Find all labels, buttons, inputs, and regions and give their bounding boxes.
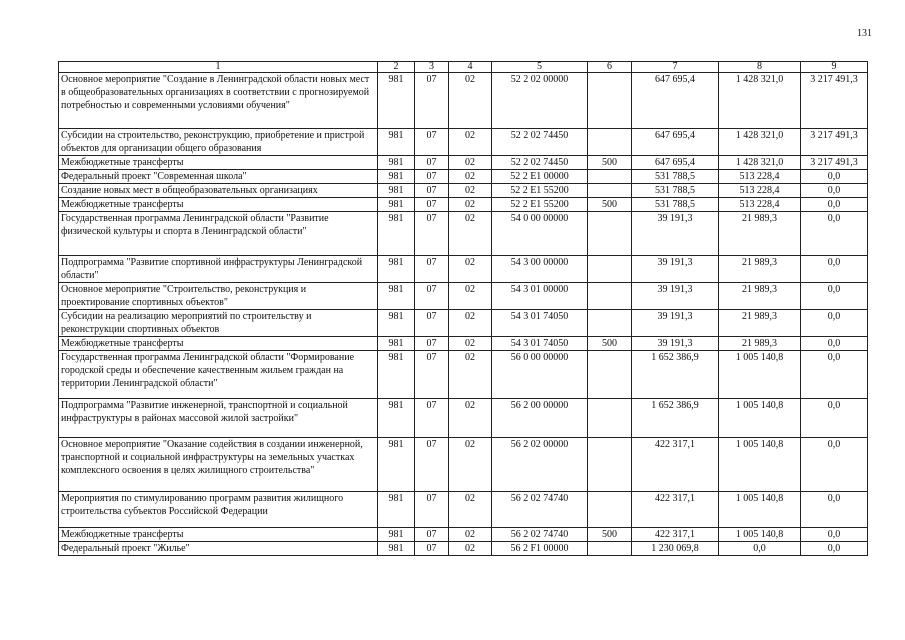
table-cell: 1 428 321,0 xyxy=(719,73,801,129)
table-cell: 0,0 xyxy=(801,256,868,283)
table-cell xyxy=(588,310,632,337)
column-header: 9 xyxy=(801,62,868,73)
table-cell: 0,0 xyxy=(801,198,868,212)
table-cell: 21 989,3 xyxy=(719,337,801,351)
table-cell: 981 xyxy=(378,310,415,337)
table-cell: 981 xyxy=(378,198,415,212)
table-row xyxy=(59,310,868,337)
table-cell: 07 xyxy=(415,256,449,283)
column-header: 4 xyxy=(449,62,492,73)
table-row xyxy=(59,256,868,283)
table-cell: 0,0 xyxy=(801,337,868,351)
table-cell: 981 xyxy=(378,156,415,170)
table-cell: 0,0 xyxy=(801,399,868,438)
table-cell xyxy=(588,542,632,556)
table-cell: 02 xyxy=(449,310,492,337)
table-cell: 981 xyxy=(378,184,415,198)
column-header: 7 xyxy=(632,62,719,73)
table-cell: 1 428 321,0 xyxy=(719,156,801,170)
table-cell: 1 005 140,8 xyxy=(719,492,801,528)
table-cell: 39 191,3 xyxy=(632,283,719,310)
table-cell xyxy=(588,438,632,492)
table-cell: 21 989,3 xyxy=(719,310,801,337)
table-cell: 981 xyxy=(378,283,415,310)
column-header: 3 xyxy=(415,62,449,73)
table-cell: 500 xyxy=(588,156,632,170)
table-cell: 07 xyxy=(415,492,449,528)
table-cell: 02 xyxy=(449,184,492,198)
row-name-cell: Государственная программа Ленинградской области "Развитие физической культуры и спорта в Ленинградской области" xyxy=(59,212,378,256)
table-cell: 07 xyxy=(415,73,449,129)
table-cell: 07 xyxy=(415,170,449,184)
table-cell: 52 2 02 00000 xyxy=(492,73,588,129)
table-cell: 39 191,3 xyxy=(632,256,719,283)
row-name-cell: Федеральный проект "Жилье" xyxy=(59,542,378,556)
table-cell xyxy=(588,212,632,256)
table-row xyxy=(59,492,868,528)
table-row xyxy=(59,184,868,198)
table-cell: 981 xyxy=(378,73,415,129)
table-cell: 02 xyxy=(449,198,492,212)
table-cell: 3 217 491,3 xyxy=(801,156,868,170)
table-cell xyxy=(588,73,632,129)
table-cell: 981 xyxy=(378,256,415,283)
table-cell: 500 xyxy=(588,198,632,212)
table-cell: 39 191,3 xyxy=(632,310,719,337)
table-row xyxy=(59,156,868,170)
table-cell: 647 695,4 xyxy=(632,73,719,129)
row-name-cell: Федеральный проект "Современная школа" xyxy=(59,170,378,184)
table-cell: 0,0 xyxy=(801,283,868,310)
table-cell: 02 xyxy=(449,129,492,156)
table-row xyxy=(59,212,868,256)
table-row xyxy=(59,542,868,556)
table-cell: 56 2 F1 00000 xyxy=(492,542,588,556)
table-cell: 56 2 00 00000 xyxy=(492,399,588,438)
row-name-cell: Основное мероприятие "Оказание содействия в создании инженерной, транспортной и социальной инфраструктуры на земельных участках комплексного освоения в целях жилищного строительства" xyxy=(59,438,378,492)
table-row xyxy=(59,129,868,156)
table-cell: 52 2 E1 00000 xyxy=(492,170,588,184)
table-cell: 531 788,5 xyxy=(632,184,719,198)
table-cell: 07 xyxy=(415,283,449,310)
table-cell: 513 228,4 xyxy=(719,170,801,184)
table-cell: 3 217 491,3 xyxy=(801,129,868,156)
table-cell: 56 2 02 74740 xyxy=(492,528,588,542)
table-cell: 0,0 xyxy=(801,184,868,198)
row-name-cell: Межбюджетные трансферты xyxy=(59,528,378,542)
table-cell: 981 xyxy=(378,337,415,351)
table-cell: 07 xyxy=(415,310,449,337)
table-cell: 52 2 02 74450 xyxy=(492,129,588,156)
table-cell: 500 xyxy=(588,528,632,542)
row-name-cell: Подпрограмма "Развитие инженерной, транспортной и социальной инфраструктуры в районах массовой жилой застройки" xyxy=(59,399,378,438)
column-header: 6 xyxy=(588,62,632,73)
table-row xyxy=(59,351,868,399)
row-name-cell: Основное мероприятие "Создание в Ленинградской области новых мест в общеобразовательных организациях в соответствии с прогнозируемой потребностью и современными условиями обучения" xyxy=(59,73,378,129)
table-cell: 07 xyxy=(415,438,449,492)
table-cell: 21 989,3 xyxy=(719,256,801,283)
table-cell: 500 xyxy=(588,337,632,351)
table-cell: 07 xyxy=(415,351,449,399)
table-cell: 422 317,1 xyxy=(632,528,719,542)
table-cell: 647 695,4 xyxy=(632,156,719,170)
table-cell: 422 317,1 xyxy=(632,492,719,528)
table-cell: 02 xyxy=(449,528,492,542)
table-cell: 07 xyxy=(415,542,449,556)
table-cell: 0,0 xyxy=(801,438,868,492)
column-header: 1 xyxy=(59,62,378,73)
table-row xyxy=(59,170,868,184)
table-row xyxy=(59,73,868,129)
column-header: 8 xyxy=(719,62,801,73)
table-cell: 981 xyxy=(378,438,415,492)
table-cell: 513 228,4 xyxy=(719,184,801,198)
table-cell: 981 xyxy=(378,492,415,528)
page-number: 131 xyxy=(857,28,872,39)
row-name-cell: Создание новых мест в общеобразовательных организациях xyxy=(59,184,378,198)
table-cell: 0,0 xyxy=(801,351,868,399)
column-header: 5 xyxy=(492,62,588,73)
column-header: 2 xyxy=(378,62,415,73)
table-cell: 02 xyxy=(449,399,492,438)
table-cell: 02 xyxy=(449,438,492,492)
table-cell xyxy=(588,492,632,528)
table-cell xyxy=(588,351,632,399)
table-row xyxy=(59,337,868,351)
table-cell: 07 xyxy=(415,337,449,351)
row-name-cell: Субсидии на строительство, реконструкцию, приобретение и пристрой объектов для организации общего образования xyxy=(59,129,378,156)
table-cell: 422 317,1 xyxy=(632,438,719,492)
table-cell: 56 0 00 00000 xyxy=(492,351,588,399)
table-cell: 02 xyxy=(449,73,492,129)
table-cell: 02 xyxy=(449,256,492,283)
table-cell: 1 652 386,9 xyxy=(632,399,719,438)
table-cell: 07 xyxy=(415,156,449,170)
table-cell: 02 xyxy=(449,542,492,556)
table-row xyxy=(59,283,868,310)
table-cell: 54 0 00 00000 xyxy=(492,212,588,256)
table-cell: 981 xyxy=(378,170,415,184)
table-cell: 21 989,3 xyxy=(719,283,801,310)
table-cell: 52 2 02 74450 xyxy=(492,156,588,170)
row-name-cell: Основное мероприятие "Строительство, реконструкция и проектирование спортивных объектов" xyxy=(59,283,378,310)
row-name-cell: Мероприятия по стимулированию программ развития жилищного строительства субъектов Российской Федерации xyxy=(59,492,378,528)
table-cell: 981 xyxy=(378,129,415,156)
table-cell: 07 xyxy=(415,399,449,438)
table-cell: 02 xyxy=(449,492,492,528)
table-cell: 39 191,3 xyxy=(632,337,719,351)
table-cell: 981 xyxy=(378,542,415,556)
table-cell: 39 191,3 xyxy=(632,212,719,256)
table-cell xyxy=(588,170,632,184)
table-cell xyxy=(588,184,632,198)
table-row xyxy=(59,198,868,212)
table-cell: 1 652 386,9 xyxy=(632,351,719,399)
table-cell: 02 xyxy=(449,170,492,184)
header-row xyxy=(59,62,868,73)
table-cell: 07 xyxy=(415,198,449,212)
table-cell: 54 3 01 74050 xyxy=(492,310,588,337)
table-cell: 07 xyxy=(415,528,449,542)
table-row xyxy=(59,528,868,542)
table-cell: 1 230 069,8 xyxy=(632,542,719,556)
table-cell: 981 xyxy=(378,528,415,542)
table-cell: 0,0 xyxy=(801,212,868,256)
table-cell xyxy=(588,129,632,156)
table-cell: 0,0 xyxy=(801,492,868,528)
table-cell: 56 2 02 74740 xyxy=(492,492,588,528)
table-cell: 02 xyxy=(449,156,492,170)
row-name-cell: Государственная программа Ленинградской области "Формирование городской среды и обеспечение качественным жильем граждан на территории Ленинградской области" xyxy=(59,351,378,399)
table-cell: 54 3 01 74050 xyxy=(492,337,588,351)
table-cell: 531 788,5 xyxy=(632,170,719,184)
table-cell: 02 xyxy=(449,212,492,256)
table-cell: 1 005 140,8 xyxy=(719,528,801,542)
table-cell: 21 989,3 xyxy=(719,212,801,256)
table-cell: 07 xyxy=(415,212,449,256)
table-cell: 1 005 140,8 xyxy=(719,438,801,492)
table-row xyxy=(59,399,868,438)
table-cell: 0,0 xyxy=(801,542,868,556)
table-cell: 02 xyxy=(449,283,492,310)
table-cell: 513 228,4 xyxy=(719,198,801,212)
table-cell: 0,0 xyxy=(801,310,868,337)
table-cell xyxy=(588,256,632,283)
table-cell: 647 695,4 xyxy=(632,129,719,156)
table-cell xyxy=(588,399,632,438)
row-name-cell: Межбюджетные трансферты xyxy=(59,198,378,212)
table-cell: 54 3 01 00000 xyxy=(492,283,588,310)
table-cell: 07 xyxy=(415,184,449,198)
table-cell: 981 xyxy=(378,399,415,438)
table-cell: 54 3 00 00000 xyxy=(492,256,588,283)
table-cell: 981 xyxy=(378,212,415,256)
table-cell: 02 xyxy=(449,351,492,399)
table-row xyxy=(59,438,868,492)
table-cell xyxy=(588,283,632,310)
row-name-cell: Межбюджетные трансферты xyxy=(59,156,378,170)
row-name-cell: Субсидии на реализацию мероприятий по строительству и реконструкции спортивных объектов xyxy=(59,310,378,337)
table-cell: 531 788,5 xyxy=(632,198,719,212)
table-cell: 0,0 xyxy=(719,542,801,556)
table-cell: 07 xyxy=(415,129,449,156)
table-cell: 1 005 140,8 xyxy=(719,351,801,399)
table-cell: 3 217 491,3 xyxy=(801,73,868,129)
row-name-cell: Межбюджетные трансферты xyxy=(59,337,378,351)
budget-table xyxy=(58,61,868,556)
table-cell: 52 2 E1 55200 xyxy=(492,198,588,212)
table-cell: 56 2 02 00000 xyxy=(492,438,588,492)
row-name-cell: Подпрограмма "Развитие спортивной инфраструктуры Ленинградской области" xyxy=(59,256,378,283)
table-cell: 0,0 xyxy=(801,528,868,542)
table-cell: 0,0 xyxy=(801,170,868,184)
table-cell: 52 2 E1 55200 xyxy=(492,184,588,198)
table-cell: 1 005 140,8 xyxy=(719,399,801,438)
table-cell: 981 xyxy=(378,351,415,399)
table-cell: 1 428 321,0 xyxy=(719,129,801,156)
table-cell: 02 xyxy=(449,337,492,351)
